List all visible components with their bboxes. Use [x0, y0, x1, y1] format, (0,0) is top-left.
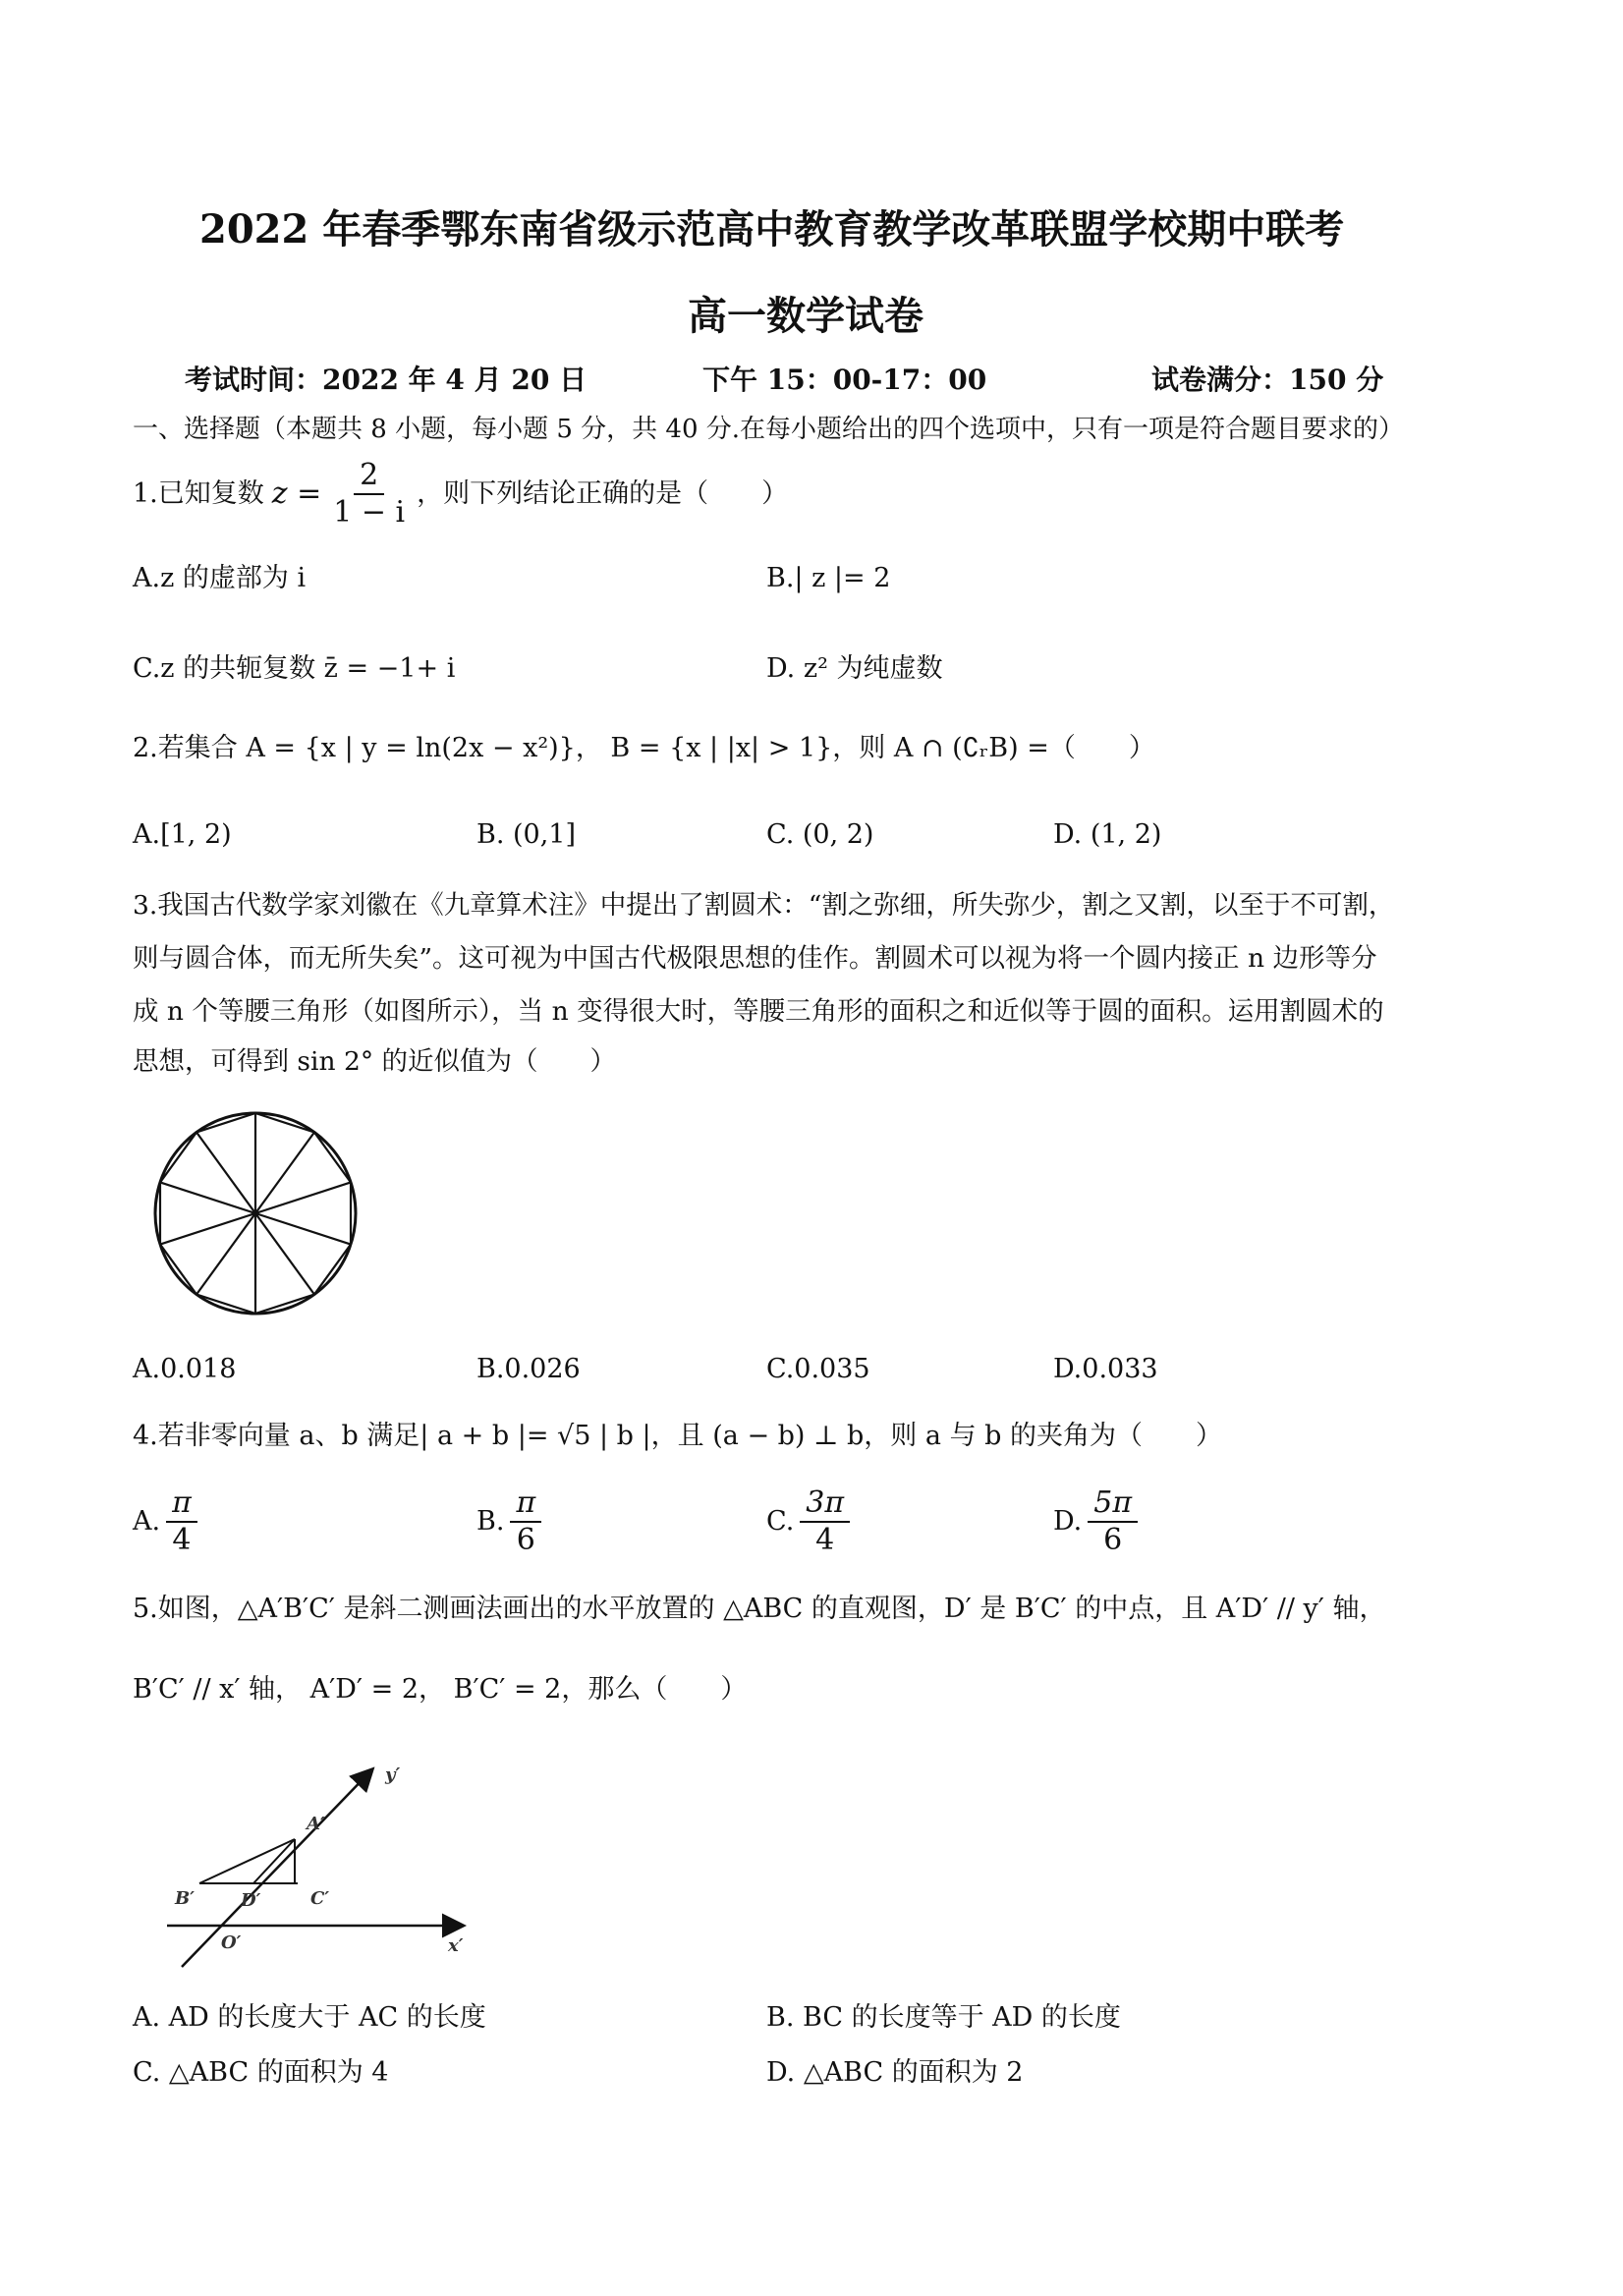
- q4-option-b-label: B.: [476, 1505, 505, 1537]
- q4-option-c-fraction: [800, 1485, 850, 1558]
- q4-option-c-label: C.: [766, 1505, 795, 1537]
- q4-option-c: [766, 1485, 856, 1558]
- radius-line: [255, 1213, 314, 1295]
- q3-option-d: D.0.033: [1053, 1354, 1158, 1384]
- q1-option-c: C.z 的共轭复数 z̄ = −1+ i: [133, 653, 456, 684]
- q4-option-d-fraction: [1088, 1485, 1138, 1558]
- q4-option-d: [1053, 1485, 1144, 1558]
- question-4-stem: 4.若非零向量 a、b 满足| a + b |= √5 | b |，且 (a − b) ⊥ b，则 a 与 b 的夹角为（ ）: [133, 1421, 1223, 1451]
- label-d: D′: [241, 1890, 261, 1911]
- exam-time: 考试时间：2022 年 4 月 20 日: [185, 364, 588, 396]
- q5-line-1: 5.如图，△A′B′C′ 是斜二测画法画出的水平放置的 △ABC 的直观图，D′ 是 B′C′ 的中点，且 A′D′ // y′ 轴，: [133, 1594, 1386, 1624]
- q3-line-4: 思想，可得到 sin 2° 的近似值为（ ）: [133, 1046, 617, 1077]
- oblique-projection-figure: [157, 1749, 531, 1985]
- q4-option-a: [133, 1485, 203, 1558]
- q4-a-den: 4: [172, 1523, 192, 1557]
- q4-c-num: 3π: [800, 1485, 850, 1523]
- session-time: 下午 15：00-17：00: [702, 364, 987, 396]
- exam-subtitle: 高一数学试卷: [688, 293, 923, 339]
- q3-option-a: A.0.018: [133, 1354, 237, 1384]
- q4-b-den: 6: [516, 1523, 535, 1557]
- q4-d-den: 6: [1103, 1523, 1123, 1557]
- question-2-stem: 2.若集合 A = {x | y = ln(2x − x²)}， B = {x | |x| > 1}，则 A ∩ (∁ᵣB) =（ ）: [133, 733, 1155, 763]
- q1-z-equals: z =: [271, 476, 322, 511]
- label-x: x′: [448, 1935, 464, 1956]
- q1-prefix: 1.已知复数: [133, 477, 264, 509]
- radius-line: [196, 1213, 255, 1295]
- q1-option-b: B.| z |= 2: [766, 563, 891, 593]
- q4-option-b: [476, 1485, 547, 1558]
- median-a-d: [253, 1839, 295, 1883]
- radius-line: [255, 1182, 351, 1213]
- section-heading: 一、选择题（本题共 8 小题，每小题 5 分，共 40 分.在每小题给出的四个选项中，只有一项是符合题目要求的）: [133, 415, 1405, 444]
- q4-option-b-fraction: [510, 1485, 541, 1558]
- label-a: A′: [307, 1814, 325, 1834]
- radius-line: [160, 1213, 255, 1245]
- q4-c-den: 4: [815, 1523, 835, 1557]
- q1-fraction: [327, 458, 411, 531]
- q1-numerator: 2: [354, 458, 384, 495]
- inscribed-polygon-figure: [147, 1105, 364, 1321]
- q2-option-c: C. (0, 2): [766, 819, 874, 850]
- question-1-stem: [133, 458, 788, 531]
- radius-line: [160, 1182, 255, 1213]
- q3-line-3: 成 n 个等腰三角形（如图所示），当 n 变得很大时，等腰三角形的面积之和近似等于圆的面积。运用割圆术的: [133, 996, 1384, 1027]
- q1-suffix: ，则下列结论正确的是（ ）: [417, 477, 789, 509]
- full-score: 试卷满分：150 分: [1151, 364, 1384, 396]
- radius-line: [196, 1132, 255, 1213]
- q4-a-num: π: [166, 1485, 197, 1523]
- label-y: y′: [385, 1764, 401, 1785]
- q4-option-a-fraction: [166, 1485, 197, 1558]
- label-o: O′: [221, 1932, 242, 1953]
- q3-option-b: B.0.026: [476, 1354, 581, 1384]
- y-axis: [182, 1770, 371, 1967]
- q2-option-d: D. (1, 2): [1053, 819, 1162, 850]
- q3-option-c: C.0.035: [766, 1354, 870, 1384]
- label-b: B′: [175, 1888, 195, 1909]
- q1-option-a: A.z 的虚部为 i: [133, 563, 307, 593]
- exam-title: 2022 年春季鄂东南省级示范高中教育教学改革联盟学校期中联考: [199, 206, 1345, 252]
- side-a-b: [199, 1839, 295, 1883]
- q3-line-1: 3.我国古代数学家刘徽在《九章算术注》中提出了割圆术：“割之弥细，所失弥少，割之又割，以至于不可割，: [133, 890, 1395, 921]
- q5-option-b: B. BC 的长度等于 AD 的长度: [766, 2002, 1121, 2033]
- q2-option-b: B. (0,1]: [476, 819, 577, 850]
- q5-option-c: C. △ABC 的面积为 4: [133, 2057, 389, 2088]
- q2-option-a: A.[1, 2): [133, 819, 232, 850]
- radius-line: [255, 1132, 314, 1213]
- q3-line-2: 则与圆合体，而无所失矣”。这可视为中国古代极限思想的佳作。割圆术可以视为将一个圆内接正 n 边形等分: [133, 943, 1377, 974]
- q4-b-num: π: [510, 1485, 541, 1523]
- q4-option-a-label: A.: [133, 1505, 161, 1537]
- q1-option-d: D. z² 为纯虚数: [766, 653, 943, 684]
- q5-option-a: A. AD 的长度大于 AC 的长度: [133, 2002, 486, 2033]
- q1-denominator: 1 − i: [333, 495, 406, 530]
- q4-option-d-label: D.: [1053, 1505, 1083, 1537]
- radius-line: [255, 1213, 351, 1245]
- label-c: C′: [310, 1888, 330, 1909]
- q5-line-2: B′C′ // x′ 轴， A′D′ = 2， B′C′ = 2，那么（ ）: [133, 1674, 748, 1705]
- q4-d-num: 5π: [1088, 1485, 1138, 1523]
- q5-option-d: D. △ABC 的面积为 2: [766, 2057, 1024, 2088]
